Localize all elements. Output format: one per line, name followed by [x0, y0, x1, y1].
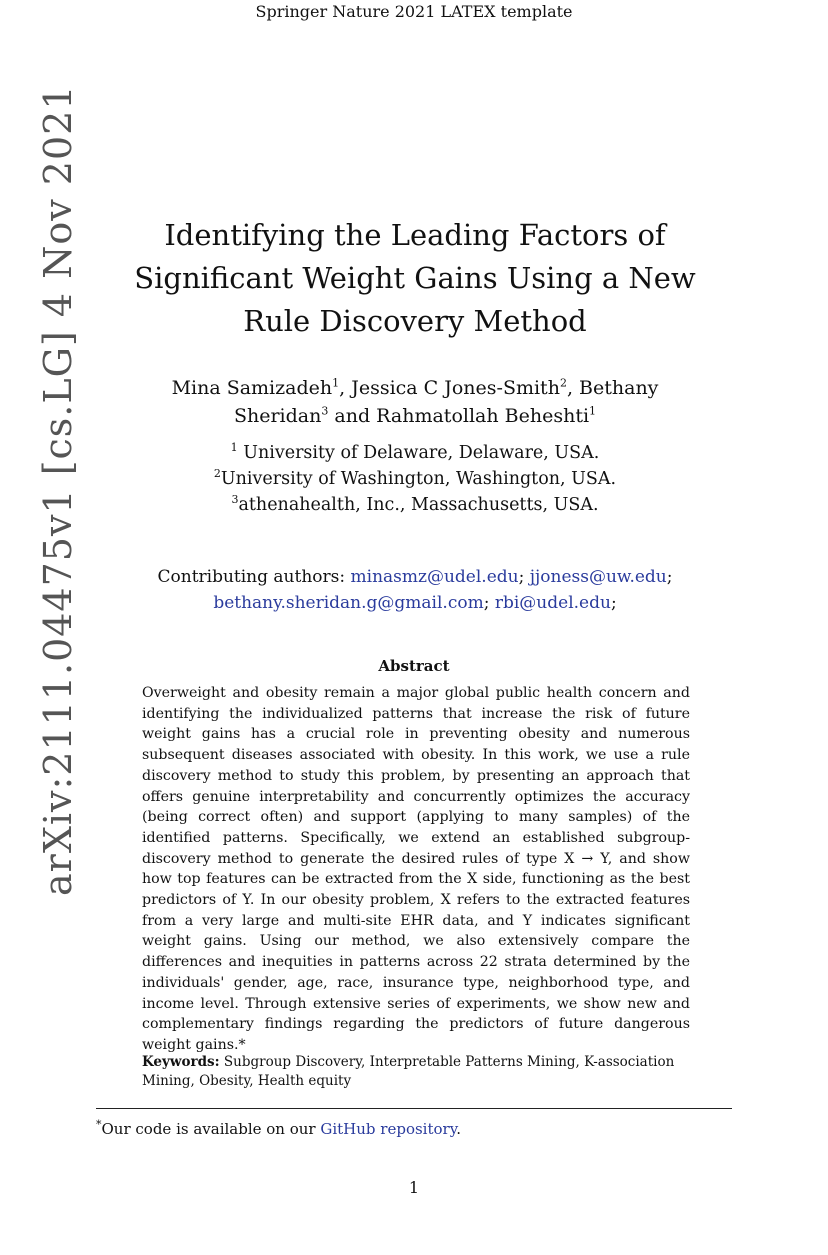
- author-separator: ,: [566, 377, 580, 399]
- email-link[interactable]: bethany.sheridan.g@gmail.com: [213, 593, 484, 613]
- email-separator: ;: [483, 593, 495, 613]
- author-affiliation-mark: 1: [589, 404, 597, 418]
- affiliation-text: University of Delaware, Delaware, USA.: [237, 443, 600, 463]
- footnote-text: Our code is available on our: [101, 1120, 321, 1138]
- author-name: Bethany Sheridan: [233, 377, 659, 427]
- author-list: [130, 374, 700, 430]
- keywords-label: Keywords:: [142, 1054, 220, 1070]
- affiliation-text: athenahealth, Inc., Massachusetts, USA.: [238, 495, 599, 515]
- contributing-authors: [130, 564, 700, 616]
- author-affiliation-mark: 3: [321, 404, 329, 418]
- affiliation-number: 2: [213, 467, 221, 481]
- affiliation-number: 3: [231, 493, 239, 507]
- paper-title: Identifying the Leading Factors of Significant Weight Gains Using a New Rule Discovery Method: [134, 218, 696, 338]
- footnote-divider: [96, 1108, 732, 1109]
- author-name: Jessica C Jones-Smith: [351, 377, 560, 399]
- arxiv-identifier: arXiv:2111.04475v1 [cs.LG] 4 Nov 2021: [36, 84, 80, 896]
- affiliation-item: [130, 440, 700, 466]
- affiliation-text: University of Washington, Washington, USA.: [220, 469, 617, 489]
- email-link[interactable]: jjoness@uw.edu: [529, 567, 667, 587]
- contributing-label: Contributing authors:: [157, 567, 351, 587]
- email-separator: ;: [610, 593, 617, 613]
- affiliation-number: 1: [230, 441, 238, 455]
- keywords-text: Subgroup Discovery, Interpretable Patterns Mining, K-association Mining, Obesity, Health equity: [142, 1054, 675, 1089]
- author-name: Mina Samizadeh: [171, 377, 333, 399]
- page-number: 1: [408, 1178, 420, 1197]
- author-affiliation-mark: 1: [332, 376, 340, 390]
- running-header: Springer Nature 2021 LATEX template: [255, 2, 573, 21]
- author-affiliation-mark: 2: [559, 376, 567, 390]
- affiliation-item: [130, 466, 700, 492]
- email-link[interactable]: rbi@udel.edu: [494, 593, 611, 613]
- email-link[interactable]: minasmz@udel.edu: [350, 567, 519, 587]
- footnote: [96, 1118, 732, 1140]
- email-separator: ;: [666, 567, 673, 587]
- author-separator: ,: [339, 377, 352, 399]
- affiliation-list: [130, 440, 700, 518]
- keywords: [142, 1053, 690, 1091]
- abstract-text: Overweight and obesity remain a major global public health concern and identifying the individualized patterns that increase the risk of future weight gains has a crucial role in preventing obesity and numerous subsequent diseases associated with obesity. In this work, we use a rule discovery method to study this problem, by presenting an approach that offers genuine interpretability and concurrently optimizes the accuracy (being correct often) and support (applying to many samples) of the identified patterns. Specifically, we extend an established subgroup-discovery method to generate the desired rules of type X → Y, and show how top features can be extracted from the X side, functioning as the best predictors of Y. In our obesity problem, X refers to the extracted features from a very large and multi-site EHR data, and Y indicates significant weight gains. Using our method, we also extensively compare the differences and inequities in patterns across 22 strata determined by the individuals' gender, age, race, insurance type, neighborhood type, and income level. Through extensive series of experiments, we show new and complementary findings regarding the predictors of future dangerous weight gains.*: [142, 685, 690, 1053]
- author-name: Rahmatollah Beheshti: [376, 405, 590, 427]
- github-repository-link[interactable]: GitHub repository: [320, 1120, 457, 1138]
- footnote-end: .: [456, 1120, 461, 1138]
- author-separator: and: [328, 405, 377, 427]
- affiliation-item: [130, 492, 700, 518]
- abstract-heading: Abstract: [378, 657, 450, 675]
- footnote-mark: *: [96, 1118, 102, 1131]
- email-separator: ;: [518, 567, 530, 587]
